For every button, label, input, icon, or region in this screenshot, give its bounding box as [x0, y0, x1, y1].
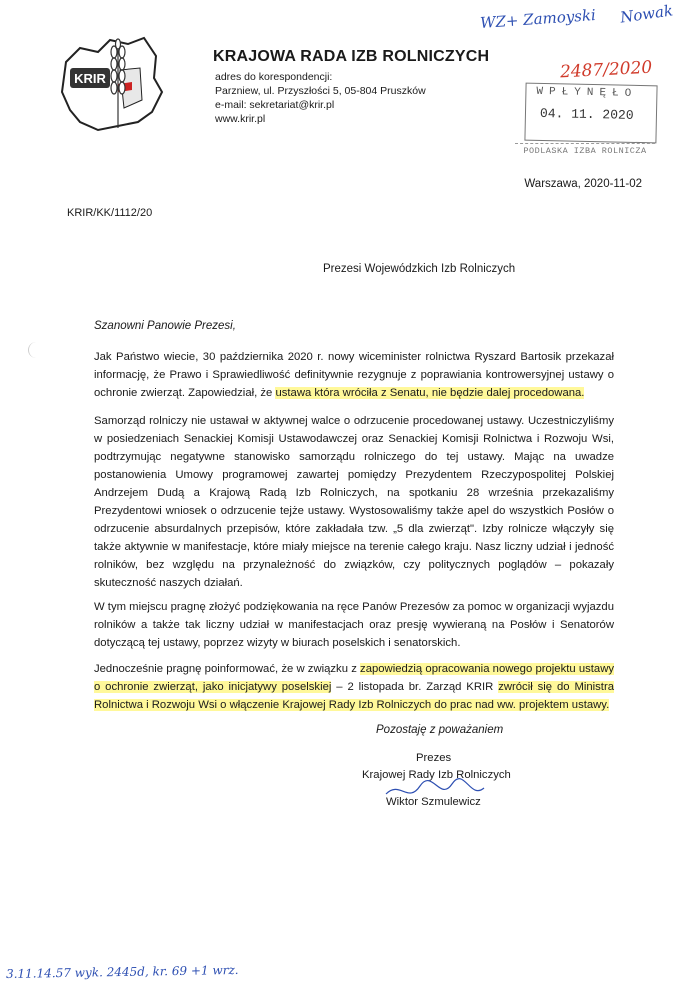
- place-and-date: Warszawa, 2020-11-02: [524, 178, 642, 190]
- paragraph-3: W tym miejscu pragnę złożyć podziękowania na ręce Panów Prezesów za pomoc w organizacji wyjazdu rolników a także tak liczny udział w manifestacjach oraz presję wywieraną na Posłów i Senatorów dotyczącą tej ustawy, poprzez wizyty w biurach poselskich i senatorskich.: [94, 601, 614, 649]
- krir-logo: [58, 30, 168, 140]
- highlight: ustawa która wróciła z Senatu, nie będzie dalej procedowana.: [275, 387, 585, 399]
- recipient: Prezesi Wojewódzkich Izb Rolniczych: [323, 263, 516, 275]
- margin-mark: [28, 342, 41, 358]
- handwritten-registration-number: 2487/2020: [559, 57, 653, 83]
- address: Parzniew, ul. Przyszłości 5, 05-804 Pruszków: [215, 85, 426, 97]
- highlight: zwrócił się do Ministra Rolnictwa i Rozwoju Wsi o włączenie Krajowej Rady Izb Rolniczych do prac nad ww. projektem ustawy.: [94, 681, 614, 711]
- closing-regards: Pozostaję z poważaniem: [376, 724, 504, 736]
- highlight: zapowiedzią opracowania nowego projektu ustawy o ochronie zwierząt, jako inicjatywy poselskiej: [94, 663, 614, 693]
- reference-number: KRIR/KK/1112/20: [67, 207, 153, 219]
- handwritten-note-bottom: 3.11.14.57 wyk. 2445d, kr. 69 +1 wrz.: [5, 962, 239, 982]
- signatory-name: Wiktor Szmulewicz: [386, 796, 481, 808]
- signatory-title: Prezes: [416, 752, 452, 764]
- paragraph-4: Jednocześnie pragnę poinformować, że w związku z zapowiedzią opracowania nowego projektu ustawy o ochronie zwierząt, jako inicjatywy poselskiej – 2 listopada br. Zarząd KRIR zwrócił się do Ministra Rolnictwa i Rozwoju Wsi o włączenie Krajowej Rady Izb Rolniczych do prac nad ww. projektem ustawy.: [94, 663, 614, 711]
- organization-name: KRAJOWA RADA IZB ROLNICZYCH: [213, 48, 490, 65]
- paragraph-1: Jak Państwo wiecie, 30 października 2020 r. nowy wiceminister rolnictwa Ryszard Bartosik przekazał informację, że Prawo i Sprawiedliwość definitywnie rezygnuje z poprawiania kontrowersyjnej ustawy o ochronie zwierząt. Zapowiedział, że ustawa która wróciła z Senatu, nie będzie dalej procedowana.: [94, 351, 614, 399]
- greeting: Szanowni Panowie Prezesi,: [94, 320, 236, 332]
- email: e-mail: sekretariat@krir.pl: [215, 99, 335, 111]
- handwritten-note-top: WZ+ Zamoyski: [479, 5, 597, 33]
- address-label: adres do korespondencji:: [215, 71, 333, 83]
- stamp-word: WPŁYNĘŁO: [536, 85, 638, 100]
- handwritten-signature-top: Nowak: [619, 1, 675, 27]
- stamp-organization: PODLASKA IZBA ROLNICZA: [515, 143, 655, 156]
- website: www.krir.pl: [215, 113, 266, 125]
- logo-text: KRIR: [74, 71, 106, 86]
- stamp-date: 04. 11. 2020: [539, 105, 634, 123]
- paragraph-2: Samorząd rolniczy nie ustawał w aktywnej walce o odrzucenie procedowanej ustawy. Uczestniczyliśmy w posiedzeniach Senackiej Komisji Ustawodawczej oraz Senackiej Komisji Rolnictwa i Rozwoju Wsi, podtrzymując negatywne stanowisko samorządu rolniczego do tej ustawy. Mając na uwadze postanowienia Umowy programowej zawartej pomiędzy Prezydentem Rzeczypospolitej Polskiej Andrzejem Dudą a Krajową Radą Izb Rolniczych, na spotkaniu 28 września przekazaliśmy Prezydentowi wniosek o odrzucenie tejże ustawy. Wystosowaliśmy także apel do wszystkich Posłów o odrzucenie absurdalnych przepisów, które zakładała tzw. „5 dla zwierząt". Izby rolnicze włączyły się także aktywnie w manifestacje, które miały miejsce na terenie całego kraju. Nasz liczny udział i jedność rolników, bez względu na przynależność do związków, czy politycznych poglądów – pokazały skuteczność naszych działań.: [94, 415, 614, 589]
- signatory-organization: Krajowej Rady Izb Rolniczych: [362, 769, 511, 781]
- received-stamp: [524, 83, 657, 144]
